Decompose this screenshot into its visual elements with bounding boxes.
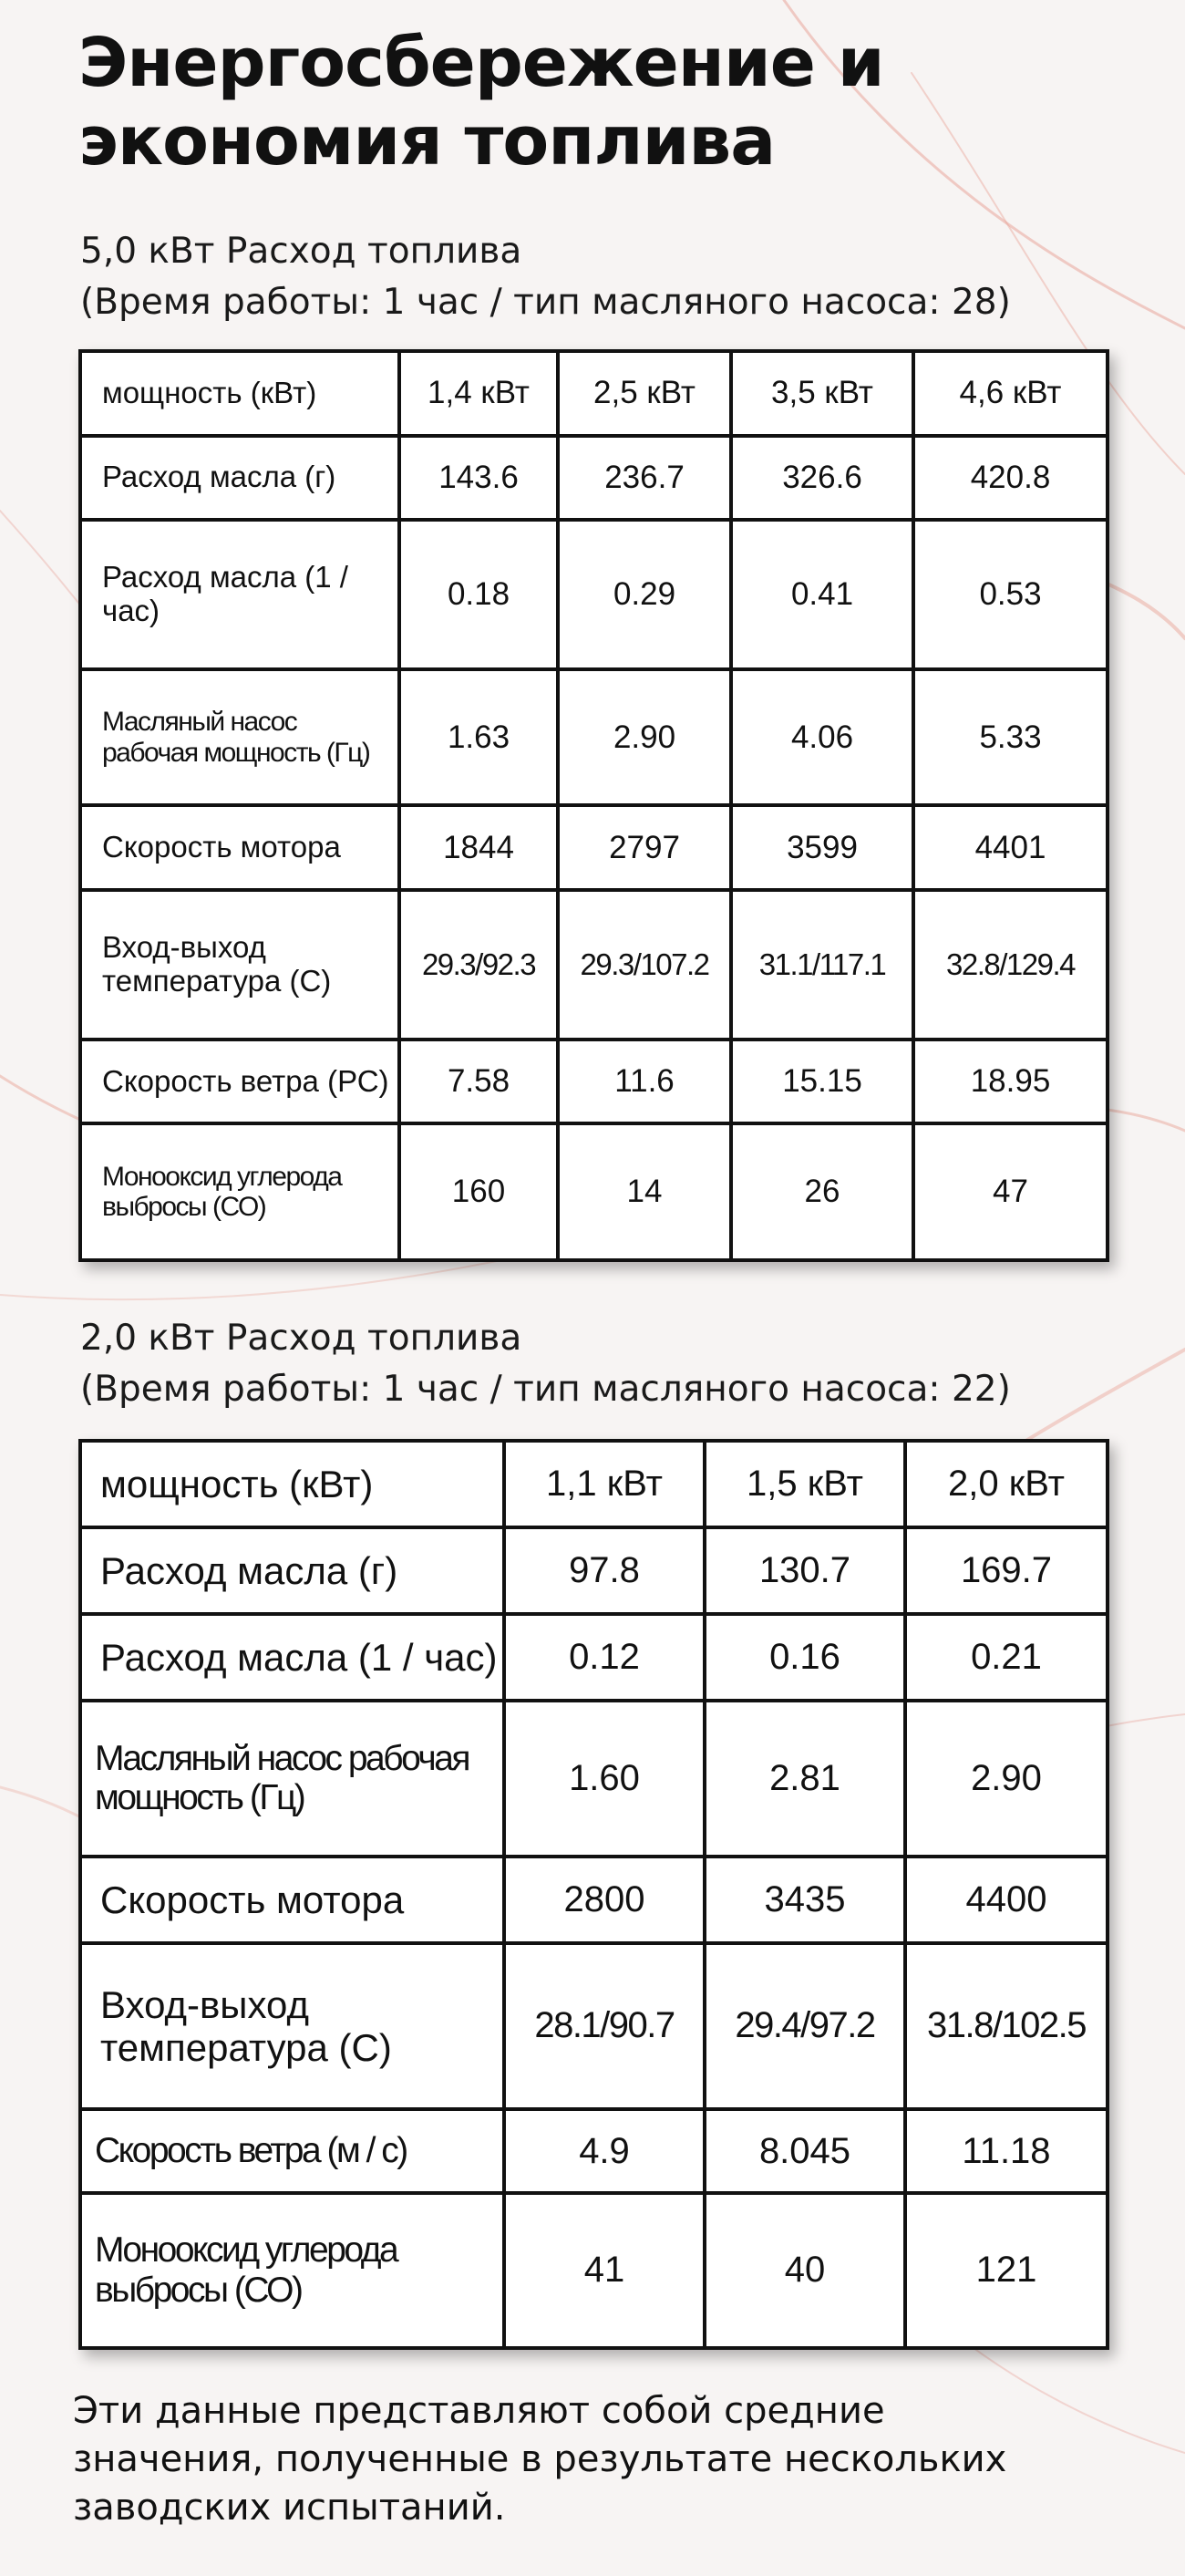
table-header-cell: 3,5 кВт [731, 351, 913, 436]
table-header-row [80, 1441, 1108, 1527]
row-label: Скорость ветра (РС) [80, 1040, 399, 1124]
table-cell: 4401 [913, 805, 1108, 890]
table-header-cell: 1,5 кВт [705, 1441, 905, 1527]
table-cell: 3599 [731, 805, 913, 890]
table-row [80, 1527, 1108, 1614]
table-cell: 29.3/92.3 [399, 890, 558, 1040]
table-header-cell: 2,0 кВт [905, 1441, 1108, 1527]
footnote [73, 2387, 1149, 2532]
table-cell: 121 [905, 2193, 1108, 2348]
table-cell: 40 [705, 2193, 905, 2348]
table-cell: 0.53 [913, 520, 1108, 669]
table-cell: 0.29 [558, 520, 731, 669]
row-label: Расход масла (г) [80, 436, 399, 521]
table-cell: 4.06 [731, 669, 913, 806]
section-2-subtitle-line-2: (Время работы: 1 час / тип масляного насоса: 22) [80, 1369, 1011, 1410]
table-header-cell: 1,1 кВт [504, 1441, 705, 1527]
row-label: Расход масла (г) [80, 1527, 504, 1614]
table-cell: 28.1/90.7 [504, 1943, 705, 2110]
fuel-consumption-table-2kw [78, 1439, 1109, 2350]
footnote-line-2: значения, полученные в результате нескольких [73, 2438, 1007, 2480]
table-row [80, 890, 1108, 1040]
fuel-consumption-table-5kw [78, 349, 1109, 1262]
table-cell: 1.63 [399, 669, 558, 806]
table-cell: 97.8 [504, 1527, 705, 1614]
table-cell: 31.8/102.5 [905, 1943, 1108, 2110]
table-cell: 0.12 [504, 1614, 705, 1701]
row-label: Масляный насос рабочая мощность (Гц) [80, 1701, 504, 1856]
table-cell: 11.18 [905, 2109, 1108, 2192]
table-cell: 1.60 [504, 1701, 705, 1856]
table-cell: 18.95 [913, 1040, 1108, 1124]
table-cell: 26 [731, 1123, 913, 1260]
table-cell: 2800 [504, 1857, 705, 1943]
table-row [80, 1040, 1108, 1124]
page-title [78, 24, 1127, 181]
row-label: Масляный насос рабочая мощность (Гц) [80, 669, 399, 806]
table-cell: 2.90 [905, 1701, 1108, 1856]
row-label: Вход-выход температура (С) [80, 890, 399, 1040]
table-cell: 130.7 [705, 1527, 905, 1614]
table-row [80, 520, 1108, 669]
table-row [80, 436, 1108, 521]
page-title-line-1: Энергосбережение и [78, 24, 884, 102]
table-header-cell: 2,5 кВт [558, 351, 731, 436]
row-label: Монооксид углерода выбросы (СО) [80, 1123, 399, 1260]
row-label: Скорость ветра (м / с) [80, 2109, 504, 2192]
table-cell: 41 [504, 2193, 705, 2348]
table-cell: 14 [558, 1123, 731, 1260]
table-cell: 1844 [399, 805, 558, 890]
table-cell: 3435 [705, 1857, 905, 1943]
table-row [80, 2193, 1108, 2348]
table-header-cell: 4,6 кВт [913, 351, 1108, 436]
table-cell: 4.9 [504, 2109, 705, 2192]
table-cell: 0.16 [705, 1614, 905, 1701]
table-cell: 32.8/129.4 [913, 890, 1108, 1040]
table-cell: 143.6 [399, 436, 558, 521]
table-row [80, 1857, 1108, 1943]
table-cell: 0.18 [399, 520, 558, 669]
table-row [80, 1123, 1108, 1260]
table-header-cell: 1,4 кВт [399, 351, 558, 436]
table-cell: 236.7 [558, 436, 731, 521]
table-cell: 5.33 [913, 669, 1108, 806]
table-cell: 47 [913, 1123, 1108, 1260]
table-cell: 0.21 [905, 1614, 1108, 1701]
section-1-subtitle [80, 226, 1174, 328]
row-label: Расход масла (1 / час) [80, 1614, 504, 1701]
table-cell: 4400 [905, 1857, 1108, 1943]
table-row [80, 669, 1108, 806]
table-cell: 326.6 [731, 436, 913, 521]
table-cell: 7.58 [399, 1040, 558, 1124]
table-cell: 420.8 [913, 436, 1108, 521]
table-row [80, 1943, 1108, 2110]
table-cell: 2.90 [558, 669, 731, 806]
table-header-cell: мощность (кВт) [80, 351, 399, 436]
table-cell: 29.4/97.2 [705, 1943, 905, 2110]
table-cell: 160 [399, 1123, 558, 1260]
table-header-cell: мощность (кВт) [80, 1441, 504, 1527]
footnote-line-1: Эти данные представляют собой средние [73, 2390, 885, 2432]
page-title-line-2: экономия топлива [78, 102, 776, 181]
table-row [80, 1614, 1108, 1701]
table-cell: 8.045 [705, 2109, 905, 2192]
row-label: Монооксид углерода выбросы (СО) [80, 2193, 504, 2348]
table-cell: 15.15 [731, 1040, 913, 1124]
row-label: Расход масла (1 / час) [80, 520, 399, 669]
row-label: Скорость мотора [80, 805, 399, 890]
table-row [80, 805, 1108, 890]
section-2-subtitle [80, 1313, 1174, 1415]
table-header-row [80, 351, 1108, 436]
table-row [80, 2109, 1108, 2192]
table-cell: 29.3/107.2 [558, 890, 731, 1040]
table-cell: 31.1/117.1 [731, 890, 913, 1040]
table-cell: 2.81 [705, 1701, 905, 1856]
section-2-subtitle-line-1: 2,0 кВт Расход топлива [80, 1318, 522, 1359]
row-label: Вход-выход температура (С) [80, 1943, 504, 2110]
table-row [80, 1701, 1108, 1856]
table-cell: 11.6 [558, 1040, 731, 1124]
footnote-line-3: заводских испытаний. [73, 2487, 506, 2529]
row-label: Скорость мотора [80, 1857, 504, 1943]
table-cell: 0.41 [731, 520, 913, 669]
section-1-subtitle-line-2: (Время работы: 1 час / тип масляного насоса: 28) [80, 282, 1011, 323]
table-cell: 2797 [558, 805, 731, 890]
section-1-subtitle-line-1: 5,0 кВт Расход топлива [80, 231, 522, 272]
table-cell: 169.7 [905, 1527, 1108, 1614]
